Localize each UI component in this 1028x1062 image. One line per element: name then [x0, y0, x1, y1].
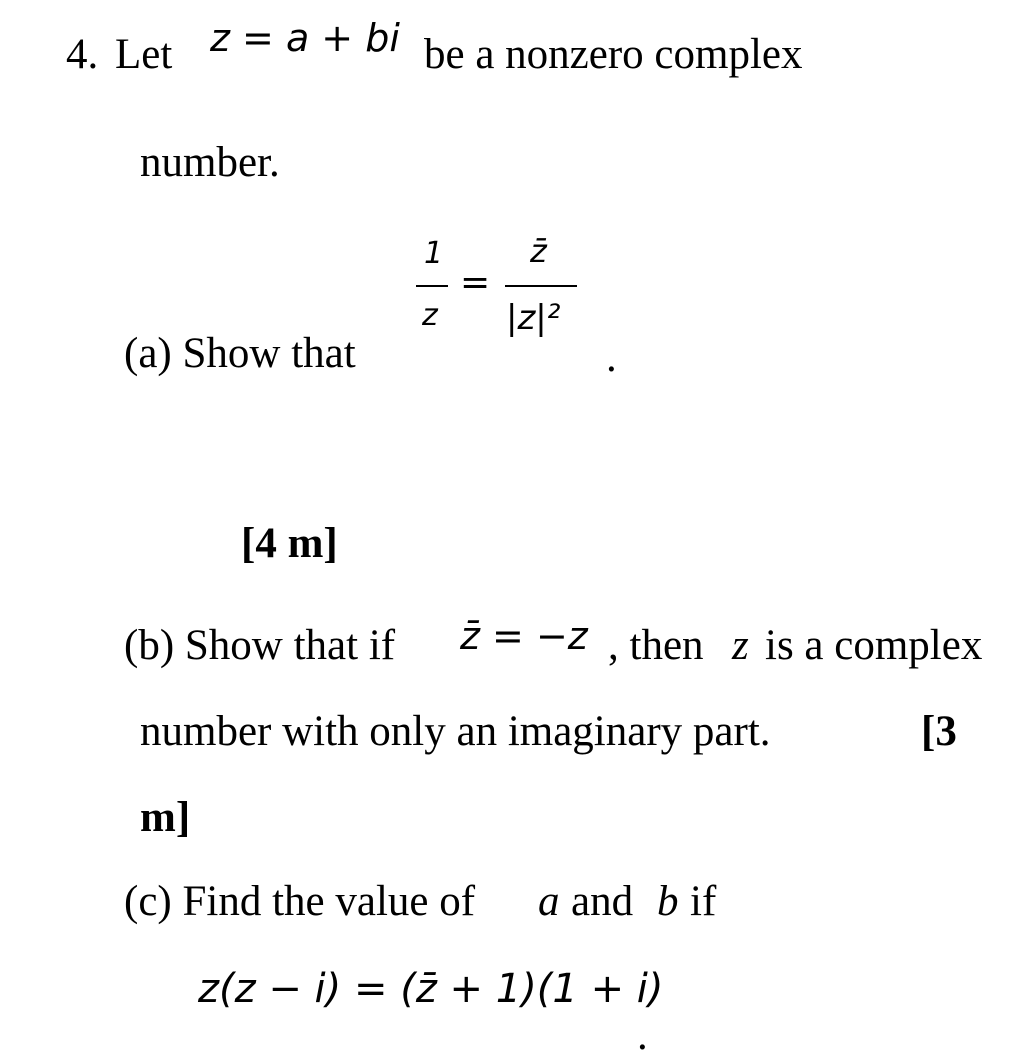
part-b-marks-2: m] [140, 794, 191, 841]
part-c-if: if [690, 878, 717, 925]
question-number: 4. [66, 31, 99, 78]
frac-right-numerator: z̄ [530, 232, 547, 270]
part-c-label: (c) Find the value of [124, 878, 476, 925]
handwritten-z-definition: z = a + bi [210, 16, 400, 60]
part-b-is-complex: is a complex [765, 622, 983, 669]
part-b-then: , then [608, 622, 704, 669]
frac-right-bar [503, 283, 583, 289]
part-b-label: (b) Show that if [124, 622, 396, 669]
part-c-and: and [571, 878, 634, 925]
frac-left-denominator: z [422, 298, 438, 333]
frac-left-numerator: 1 [424, 236, 444, 271]
part-c-var-b: b [657, 878, 679, 925]
handwritten-equation: z(z − i) = (z̄ + 1)(1 + i) [198, 966, 664, 1012]
part-a-period: . [606, 334, 617, 381]
part-a-marks: [4 m] [241, 520, 338, 567]
part-c-var-a: a [538, 878, 560, 925]
frac-right-denominator: |z|² [506, 298, 561, 338]
equals-sign: = [460, 262, 491, 303]
part-b-var-z: z [732, 622, 749, 669]
intro-after: be a nonzero complex [424, 31, 803, 78]
part-b-line2: number with only an imaginary part. [140, 708, 771, 755]
intro-line2: number. [140, 139, 280, 186]
part-a-label: (a) Show that [124, 330, 356, 377]
frac-left-bar [414, 283, 454, 289]
part-c-period: . [637, 1012, 648, 1059]
intro-let: Let [115, 31, 173, 78]
handwritten-conjugate-condition: z̄ = −z [460, 614, 588, 658]
part-b-marks-1: [3 [921, 708, 957, 755]
